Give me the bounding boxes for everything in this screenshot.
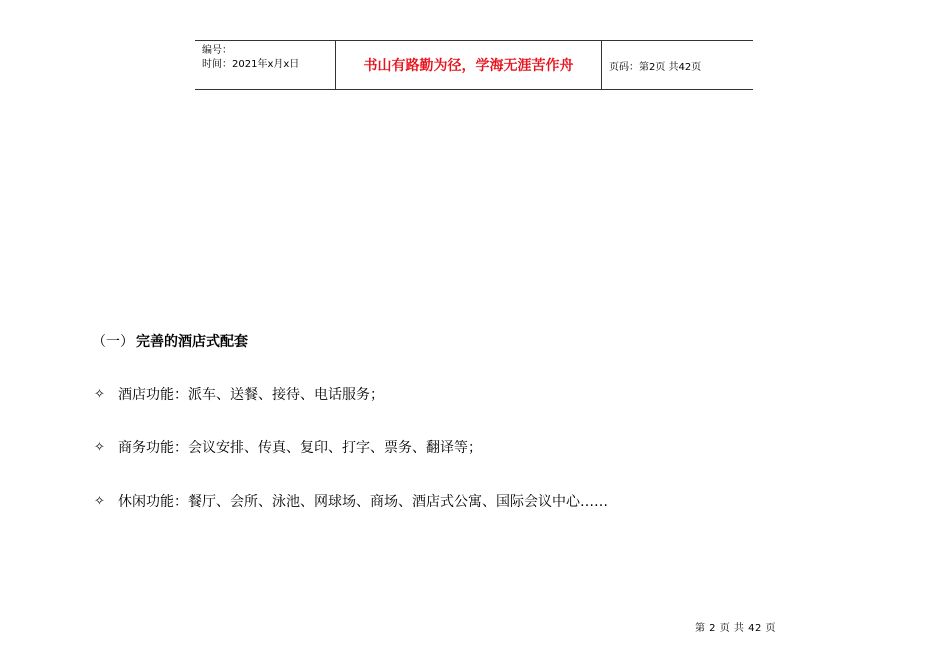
bullet-text: 酒店功能：派车、送餐、接待、电话服务； bbox=[118, 387, 384, 403]
section-title: 完善的酒店式配套 bbox=[136, 334, 248, 350]
page-footer: 第 2 页 共 42 页 bbox=[695, 623, 776, 634]
header-page-code: 页码：第2页 共42页 bbox=[609, 61, 702, 73]
time-label: 时间：2021年x月x日 bbox=[202, 59, 300, 70]
diamond-star-icon: ✧ bbox=[94, 439, 105, 455]
diamond-star-icon: ✧ bbox=[94, 493, 105, 509]
section-heading bbox=[92, 331, 248, 351]
bullet-item-business bbox=[94, 437, 482, 457]
section-number: （一） bbox=[92, 334, 134, 350]
header-meta bbox=[195, 41, 336, 89]
page-header bbox=[195, 40, 753, 90]
bullet-item-leisure bbox=[94, 491, 608, 511]
bullet-text: 休闲功能：餐厅、会所、泳池、网球场、商场、酒店式公寓、国际会议中心…… bbox=[118, 494, 608, 510]
bullet-text: 商务功能：会议安排、传真、复印、打字、票务、翻译等； bbox=[118, 440, 482, 456]
serial-label: 编号： bbox=[202, 45, 232, 56]
header-motto: 书山有路勤为径，学海无涯苦作舟 bbox=[336, 41, 602, 89]
diamond-star-icon: ✧ bbox=[94, 386, 105, 402]
bullet-item-hotel bbox=[94, 384, 384, 404]
